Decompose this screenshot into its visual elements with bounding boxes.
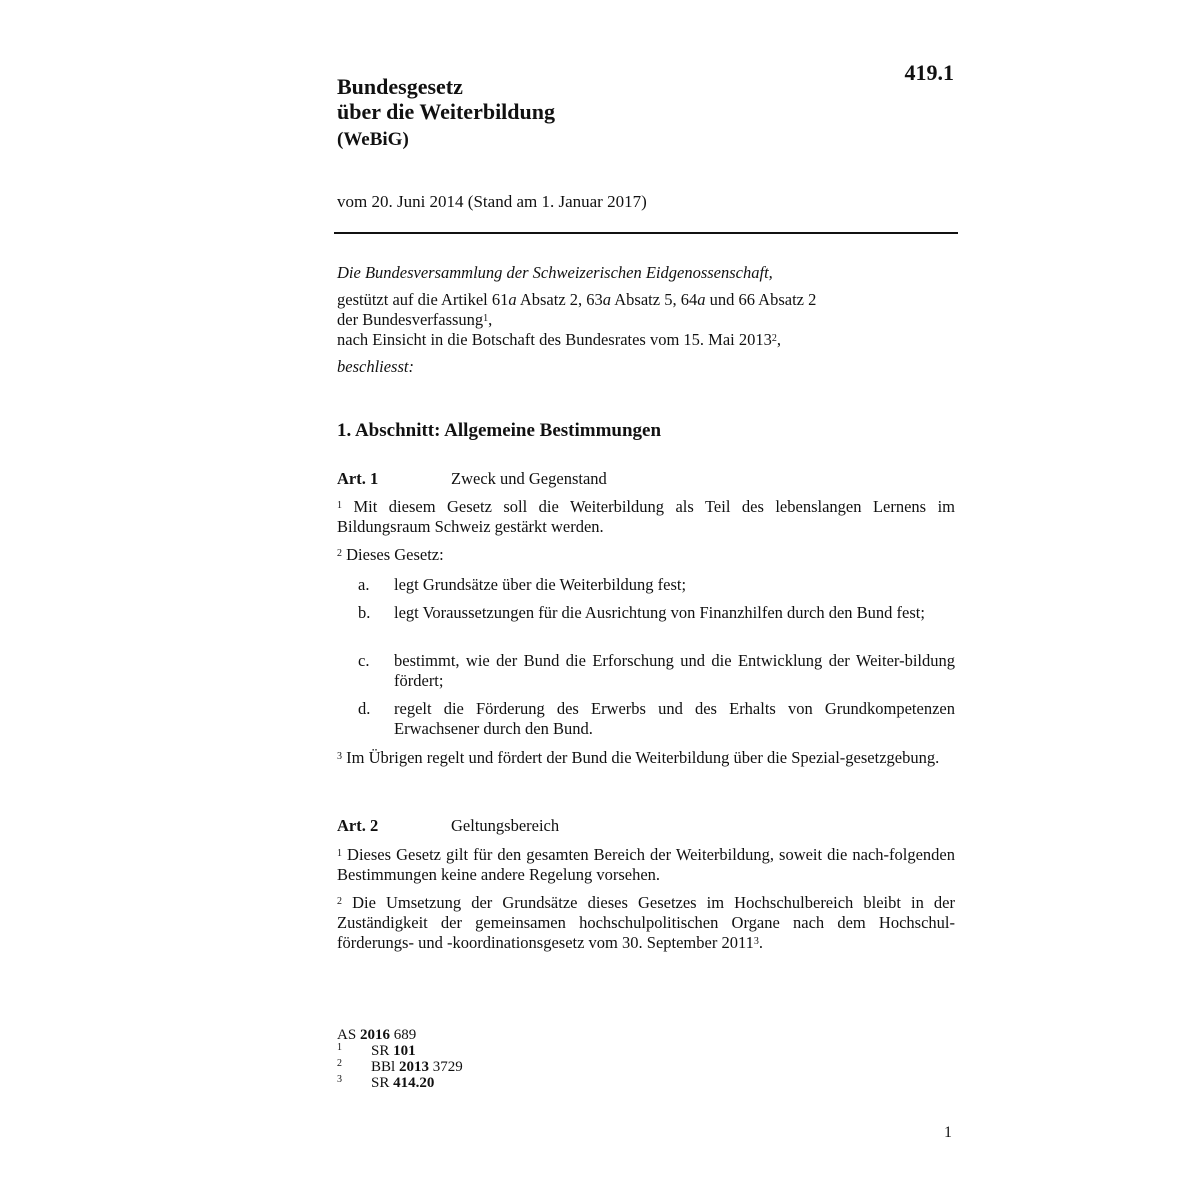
article-2-paragraph-1: $^1$ Dieses Gesetz gilt für den gesamten Bereich der Weiterbildung, soweit die nach-folgenden Bestimmungen keine andere Regelung vorsehen. xyxy=(337,845,955,884)
page-number: 1 xyxy=(944,1124,952,1141)
law-title xyxy=(337,74,555,124)
footnote-ref-2[interactable]: 2 xyxy=(771,333,777,344)
list-text: bestimmt, wie der Bund die Erforschung und die Entwicklung der Weiter-bildung fördert; xyxy=(394,651,955,690)
article-2-heading xyxy=(337,816,559,836)
law-abbreviation: (WeBiG) xyxy=(337,129,409,150)
law-title-line-2: über die Weiterbildung xyxy=(337,99,556,124)
list-item xyxy=(358,699,955,739)
law-title-line-1: Bundesgesetz xyxy=(337,74,463,99)
article-2-title: Geltungsbereich xyxy=(451,816,560,835)
preamble-intro: Die Bundesversammlung der Schweizerischen Eidgenossenschaft, xyxy=(337,263,773,282)
article-2-paragraph-2: $^2$ Die Umsetzung der Grundsätze dieses Gesetzes im Hochschulbereich bleibt in der Zuständigkeit der gemeinsamen hochschulpolitischen Organe nach dem Hochschul-förderungs- und -koordinationsgesetz vom 30. September 2011$^3$. xyxy=(337,893,955,952)
article-1-paragraph-3: $^3$ Im Übrigen regelt und fördert der Bund die Weiterbildung über die Spezial-gesetzgebung. xyxy=(337,748,940,767)
list-text: legt Voraussetzungen für die Ausrichtung von Finanzhilfen durch den Bund fest; xyxy=(394,603,925,622)
article-1-paragraph-1: $^1$ Mit diesem Gesetz soll die Weiterbildung als Teil des lebenslangen Lernens im Bildungsraum Schweiz gestärkt werden. xyxy=(337,497,955,536)
preamble-legal-basis: gestützt auf die Artikel 61a Absatz 2, 63a Absatz 5, 64a und 66 Absatz 2 xyxy=(337,290,817,309)
article-2-number: Art. 2 xyxy=(337,816,379,835)
list-letter: a. xyxy=(358,575,370,594)
list-letter: d. xyxy=(358,699,371,718)
list-letter: b. xyxy=(358,603,371,622)
list-text: regelt die Förderung des Erwerbs und des Erhalts von Grundkompetenzen Erwachsener durch den Bund. xyxy=(394,699,955,738)
section-title: 1. Abschnitt: Allgemeine Bestimmungen xyxy=(337,420,662,441)
article-1-paragraph-2: $^2$ Dieses Gesetz: xyxy=(337,545,444,564)
sr-number: 419.1 xyxy=(904,60,954,85)
list-text: legt Grundsätze über die Weiterbildung fest; xyxy=(394,575,687,594)
article-1-heading xyxy=(337,469,607,489)
list-item xyxy=(358,651,955,691)
footnote-ref-3[interactable]: 3 xyxy=(753,936,759,947)
list-item xyxy=(358,575,955,595)
footnote-ref-1[interactable]: 1 xyxy=(483,313,489,324)
article-1-number: Art. 1 xyxy=(337,469,379,488)
preamble-constitution: der Bundesverfassung$^1$, xyxy=(337,310,493,329)
article-1-title: Zweck und Gegenstand xyxy=(451,469,607,488)
list-item xyxy=(358,603,955,623)
horizontal-rule xyxy=(334,232,958,234)
date-line: vom 20. Juni 2014 (Stand am 1. Januar 2017) xyxy=(337,192,647,211)
preamble-resolves: beschliesst: xyxy=(337,357,414,376)
document-page: 419.1 Bundesgesetz über die Weiterbildung (WeBiG) vom 20. Juni 2014 (Stand am 1. Januar 2017) Die Bundesversammlung der Schweizerischen Eidgenossenschaft, gestützt auf die Artikel 61a Absatz 2, 63a Absatz 5, 64a und 66 Absatz 2 der Bundesverfassung$^1$, nach Einsicht in die Botschaft des Bundesrates vom 15. Mai 2013$^2$, beschliesst: 1. Abschnitt: Allgemeine Bestimmungen Art. 1 Zweck und Gegenstand $^1$ Mit diesem Gesetz soll die Weiterbildung als Teil des lebenslangen Lernens im Bildungsraum Schweiz gestärkt werden. $^2$ Dieses Gesetz: a. legt Grundsätze über die Weiterbildung fest; b. legt Voraussetzungen für die Ausrichtung von Finanzhilfen durch den Bund fest; c. bestimmt, wie der Bund die Erforschung und die Entwicklung der Weiter-bildung fördert; d. regelt die Förderung des Erwerbs und des Erhalts von Grundkompetenzen Erwachsener durch den Bund. $^3$ Im Übrigen regelt und fördert der Bund die Weiterbildung über die Spezial-gesetzgebung. Art. 2 Geltungsbereich $^1$ Dieses Gesetz gilt für den gesamten Bereich der Weiterbildung, soweit die nach-folgenden Bestimmungen keine andere Regelung vorsehen. $^2$ Die Umsetzung der Grundsätze dieses Gesetzes im Hochschulbereich bleibt in der Zuständigkeit der gemeinsamen hochschulpolitischen Organe nach dem Hochschul-förderungs- und -koordinationsgesetz vom 30. September 2011$^3$. AS 2016 689 1 SR 101 2 BBl 2013 3729 3 SR 414.20 1 xyxy=(0,0,1200,1200)
list-letter: c. xyxy=(358,651,370,670)
preamble-message: nach Einsicht in die Botschaft des Bundesrates vom 15. Mai 2013$^2$, xyxy=(337,330,782,349)
